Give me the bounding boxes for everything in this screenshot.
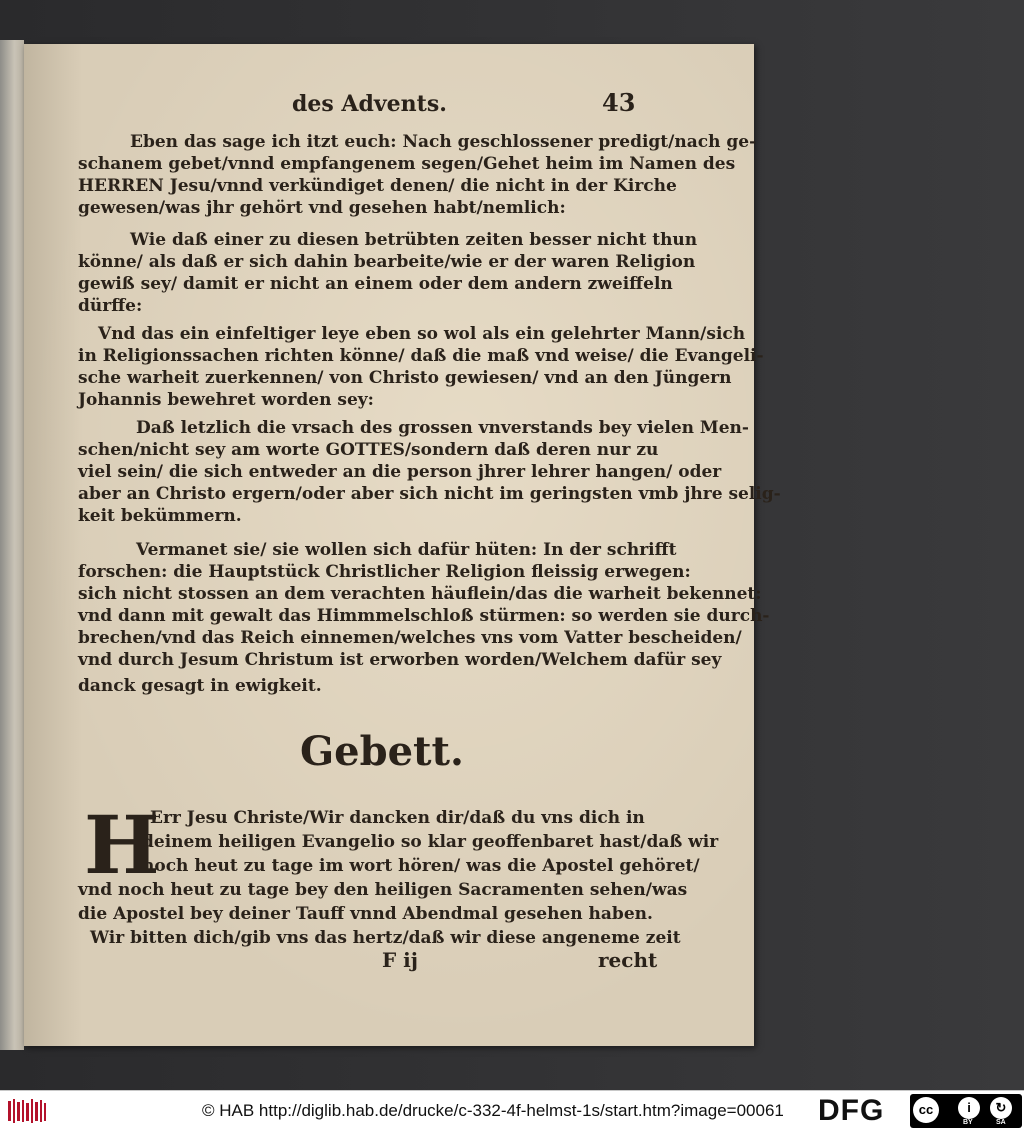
- text-line: danck gesagt in ewigkeit.: [78, 676, 322, 696]
- text-line: sche warheit zuerkennen/ von Christo gewiesen/ vnd an den Jüngern: [78, 368, 732, 388]
- text-line: Daß letzlich die vrsach des grossen vnverstands bey vielen Men-: [136, 418, 749, 438]
- prayer-line: Wir bitten dich/gib vns das hertz/daß wir diese angeneme zeit: [90, 928, 681, 948]
- prayer-line: deinem heiligen Evangelio so klar geoffenbaret hast/daß wir: [142, 832, 719, 852]
- text-line: Wie daß einer zu diesen betrübten zeiten besser nicht thun: [130, 230, 698, 250]
- text-line: Vermanet sie/ sie wollen sich dafür hüten: In der schrifft: [136, 540, 677, 560]
- text-line: sich nicht stossen an dem verachten häuflein/das die warheit bekennet:: [78, 584, 762, 604]
- text-line: vnd durch Jesum Christum ist erworben worden/Welchem dafür sey: [78, 650, 722, 670]
- text-line: gewesen/was jhr gehört vnd gesehen habt/nemlich:: [78, 198, 566, 218]
- hab-library-logo-icon: [6, 1097, 48, 1125]
- prayer-line: noch heut zu tage im wort hören/ was die Apostel gehöret/: [142, 856, 700, 876]
- text-line: schanem gebet/vnnd empfangenem segen/Gehet heim im Namen des: [78, 154, 736, 174]
- text-line: schen/nicht sey am worte GOTTES/sondern daß deren nur zu: [78, 440, 659, 460]
- catchword: recht: [598, 948, 658, 972]
- viewer-footer: [0, 1090, 1024, 1131]
- text-line: Eben das sage ich itzt euch: Nach geschlossener predigt/nach ge-: [130, 132, 757, 152]
- attribution-icon: i: [958, 1097, 980, 1119]
- dfg-logo: DFG: [818, 1094, 885, 1127]
- text-line: keit bekümmern.: [78, 506, 242, 526]
- prayer-line: die Apostel bey deiner Tauff vnnd Abendmal gesehen haben.: [78, 904, 653, 924]
- text-line: HERREN Jesu/vnnd verkündiget denen/ die nicht in der Kirche: [78, 176, 677, 196]
- text-line: in Religionssachen richten könne/ daß die maß vnd weise/ die Evangeli-: [78, 346, 764, 366]
- text-line: könne/ als daß er sich dahin bearbeite/wie er der waren Religion: [78, 252, 696, 272]
- signature-mark: F ij: [382, 948, 418, 972]
- text-line: Vnd das ein einfeltiger leye eben so wol als ein gelehrter Mann/sich: [98, 324, 746, 344]
- sa-label: SA: [996, 1119, 1006, 1126]
- running-header: des Advents.: [292, 91, 447, 117]
- creative-commons-license-badge[interactable]: [910, 1094, 1022, 1128]
- text-line: viel sein/ die sich entweder an die person jhrer lehrer hangen/ oder: [78, 462, 722, 482]
- page-number: 43: [602, 88, 636, 117]
- text-line: brechen/vnd das Reich einnemen/welches vns vom Vatter bescheiden/: [78, 628, 742, 648]
- prayer-line: Err Jesu Christe/Wir dancken dir/daß du vns dich in: [150, 808, 645, 828]
- left-page-edge: [0, 40, 24, 1050]
- text-line: gewiß sey/ damit er nicht an einem oder dem andern zweiffeln: [78, 274, 673, 294]
- text-line: Johannis bewehret worden sey:: [78, 390, 374, 410]
- text-line: vnd dann mit gewalt das Himmmelschloß stürmen: so werden sie durch-: [78, 606, 770, 626]
- text-line: dürffe:: [78, 296, 143, 316]
- share-alike-icon: ↻: [990, 1097, 1012, 1119]
- text-line: forschen: die Hauptstück Christlicher Religion fleissig erwegen:: [78, 562, 691, 582]
- copyright-link[interactable]: © HAB http://diglib.hab.de/drucke/c-332-4f-helmst-1s/start.htm?image=00061: [202, 1101, 784, 1120]
- prayer-heading: Gebett.: [300, 728, 464, 775]
- by-label: BY: [963, 1119, 973, 1126]
- drop-cap-initial: H: [84, 798, 160, 892]
- prayer-line: vnd noch heut zu tage bey den heiligen Sacramenten sehen/was: [78, 880, 688, 900]
- cc-icon: cc: [913, 1097, 939, 1123]
- text-line: aber an Christo ergern/oder aber sich nicht im geringsten vmb jhre selig-: [78, 484, 781, 504]
